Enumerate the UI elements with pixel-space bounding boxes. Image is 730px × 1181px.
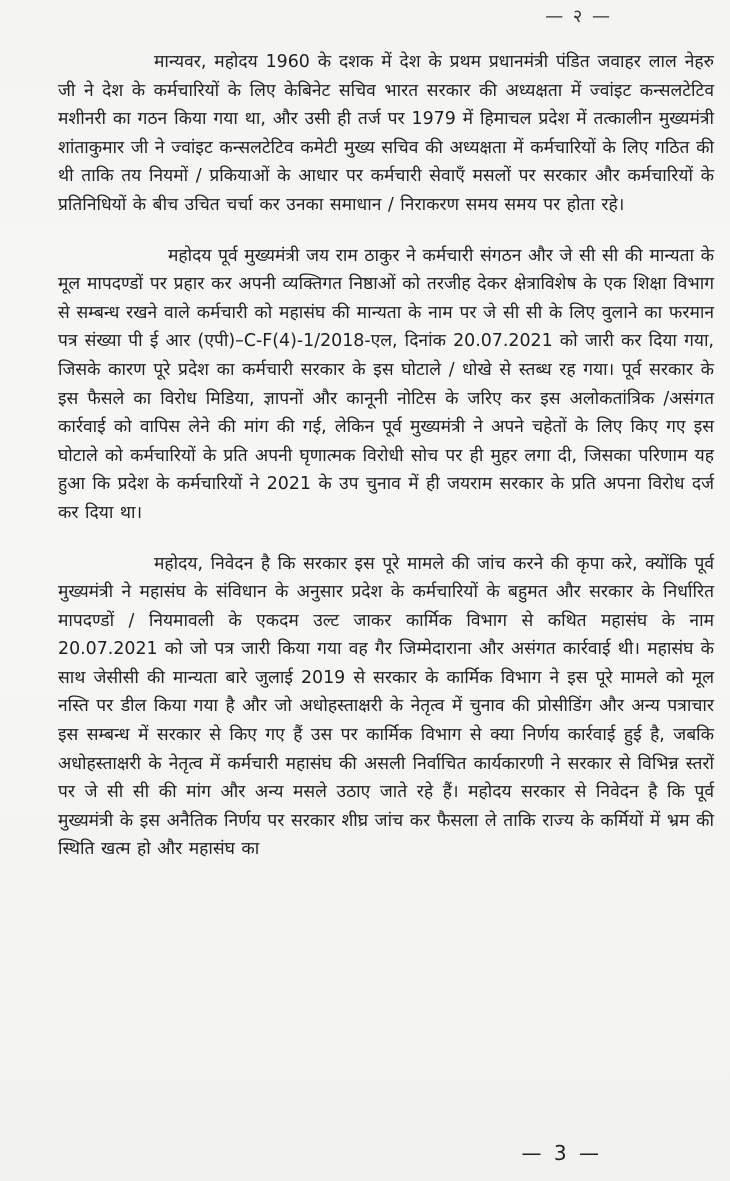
- paragraph-investigation-request: महोदय, निवेदन है कि सरकार इस पूरे मामले की जांच करने की कृपा करे, क्योंकि पूर्व मुख्यमंत्री ने महासंघ के संविधान के अनुसार प्रदेश के कर्मचारियों के बहुमत और सरकार के निर्धारित मापदण्डों / नियमावली के एकदम उल्ट जाकर कार्मिक विभाग से कथित महासंघ के नाम 20.07.2021 को जो पत्र जारी किया गया वह गैर जिम्मेदाराना और असंगत कार्रवाई थी। महासंघ के साथ जेसीसी की मान्यता बारे जुलाई 2019 से सरकार के कार्मिक विभाग ने इस पूरे मामले को मूल नस्ति पर डील किया गया है और जो अधोहस्ताक्षरी के नेतृत्व में चुनाव की प्रोसीडिंग और अन्य पत्राचार इस सम्बन्ध में सरकार से किए गए हैं उस पर कार्मिक विभाग से क्या निर्णय कार्रवाई हुई है, जबकि अधोहस्ताक्षरी के नेतृत्व में कर्मचारी महासंघ की असली निर्वाचित कार्यकारणी ने सरकार से विभिन्न स्तरों पर जे सी सी की मांग और अन्य मसले उठाए जाते रहे हैं। महोदय सरकार से निवेदन है कि पूर्व मुख्यमंत्री के इस अनैतिक निर्णय पर सरकार शीघ्र जांच कर फैसला ले ताकि राज्य के कर्मियों में भ्रम की स्थिति खत्म हो और महासंघ का: [58, 553, 714, 860]
- page-number-bottom: — 3 —: [521, 1141, 602, 1165]
- paragraph-jcm-history: मान्यवर, महोदय 1960 के दशक में देश के प्रथम प्रधानमंत्री पंडित जवाहर लाल नेहरु जी ने देश के कर्मचारियों के लिए केबिनेट सचिव भारत सरकार की अध्यक्षता में ज्वांइट कन्सलटेटिव मशीनरी का गठन किया गया था, और उसी ही तर्ज पर 1979 में हिमाचल प्रदेश में तत्कालीन मुख्यमंत्री शांताकुमार जी ने ज्वांइट कन्सलटेटिव कमेटी मुख्य सचिव की अध्यक्षता में कर्मचारियों के लिए गठित की थी ताकि तय नियमों / प्रकियाओं के आधार पर कर्मचारी सेवाएँ मसलों पर सरकार और कर्मचारियों के प्रतिनिधियों के बीच उचित चर्चा कर उनका समाधान / निराकरण समय समय पर होता रहे।: [58, 52, 714, 215]
- letter-body: [58, 48, 714, 886]
- paragraph-former-cm-order: महोदय पूर्व मुख्यमंत्री जय राम ठाकुर ने कर्मचारी संगठन और जे सी सी की मान्यता के मूल मापदण्डों पर प्रहार कर अपनी व्यक्तिगत निष्ठाओं को तरजीह देकर क्षेत्राविशेष के एक शिक्षा विभाग से सम्बन्ध रखने वाले कर्मचारी को महासंघ की मान्यता के नाम पर जे सी सी के लिए वुलाने का फरमान पत्र संख्या पी ई आर (एपी)–C-F(4)-1/2018-एल, दिनांक 20.07.2021 को जारी कर दिया गया, जिसके कारण पूरे प्रदेश का कर्मचारी सरकार के इस घोटाले / धोखे से स्तब्ध रह गया। पूर्व सरकार के इस फैसले का विरोध मिडिया, ज्ञापनों और कानूनी नोटिस के जरिए कर इस अलोकतांत्रिक /असंगत कार्रवाई को वापिस लेने की मांग की गई, लेकिन पूर्व मुख्यमंत्री ने अपने चहेतों के लिए किए गए इस घोटाले को कर्मचारियों के प्रति अपनी घृणात्मक विरोधी सोच पर ही मुहर लगा दी, जिसका परिणाम यह हुआ कि प्रदेश के कर्मचारियों ने 2021 के उप चुनाव में ही जयराम सरकार के प्रति अपना विरोध दर्ज कर दिया था।: [58, 245, 714, 523]
- page-number-top: — २ —: [545, 6, 612, 27]
